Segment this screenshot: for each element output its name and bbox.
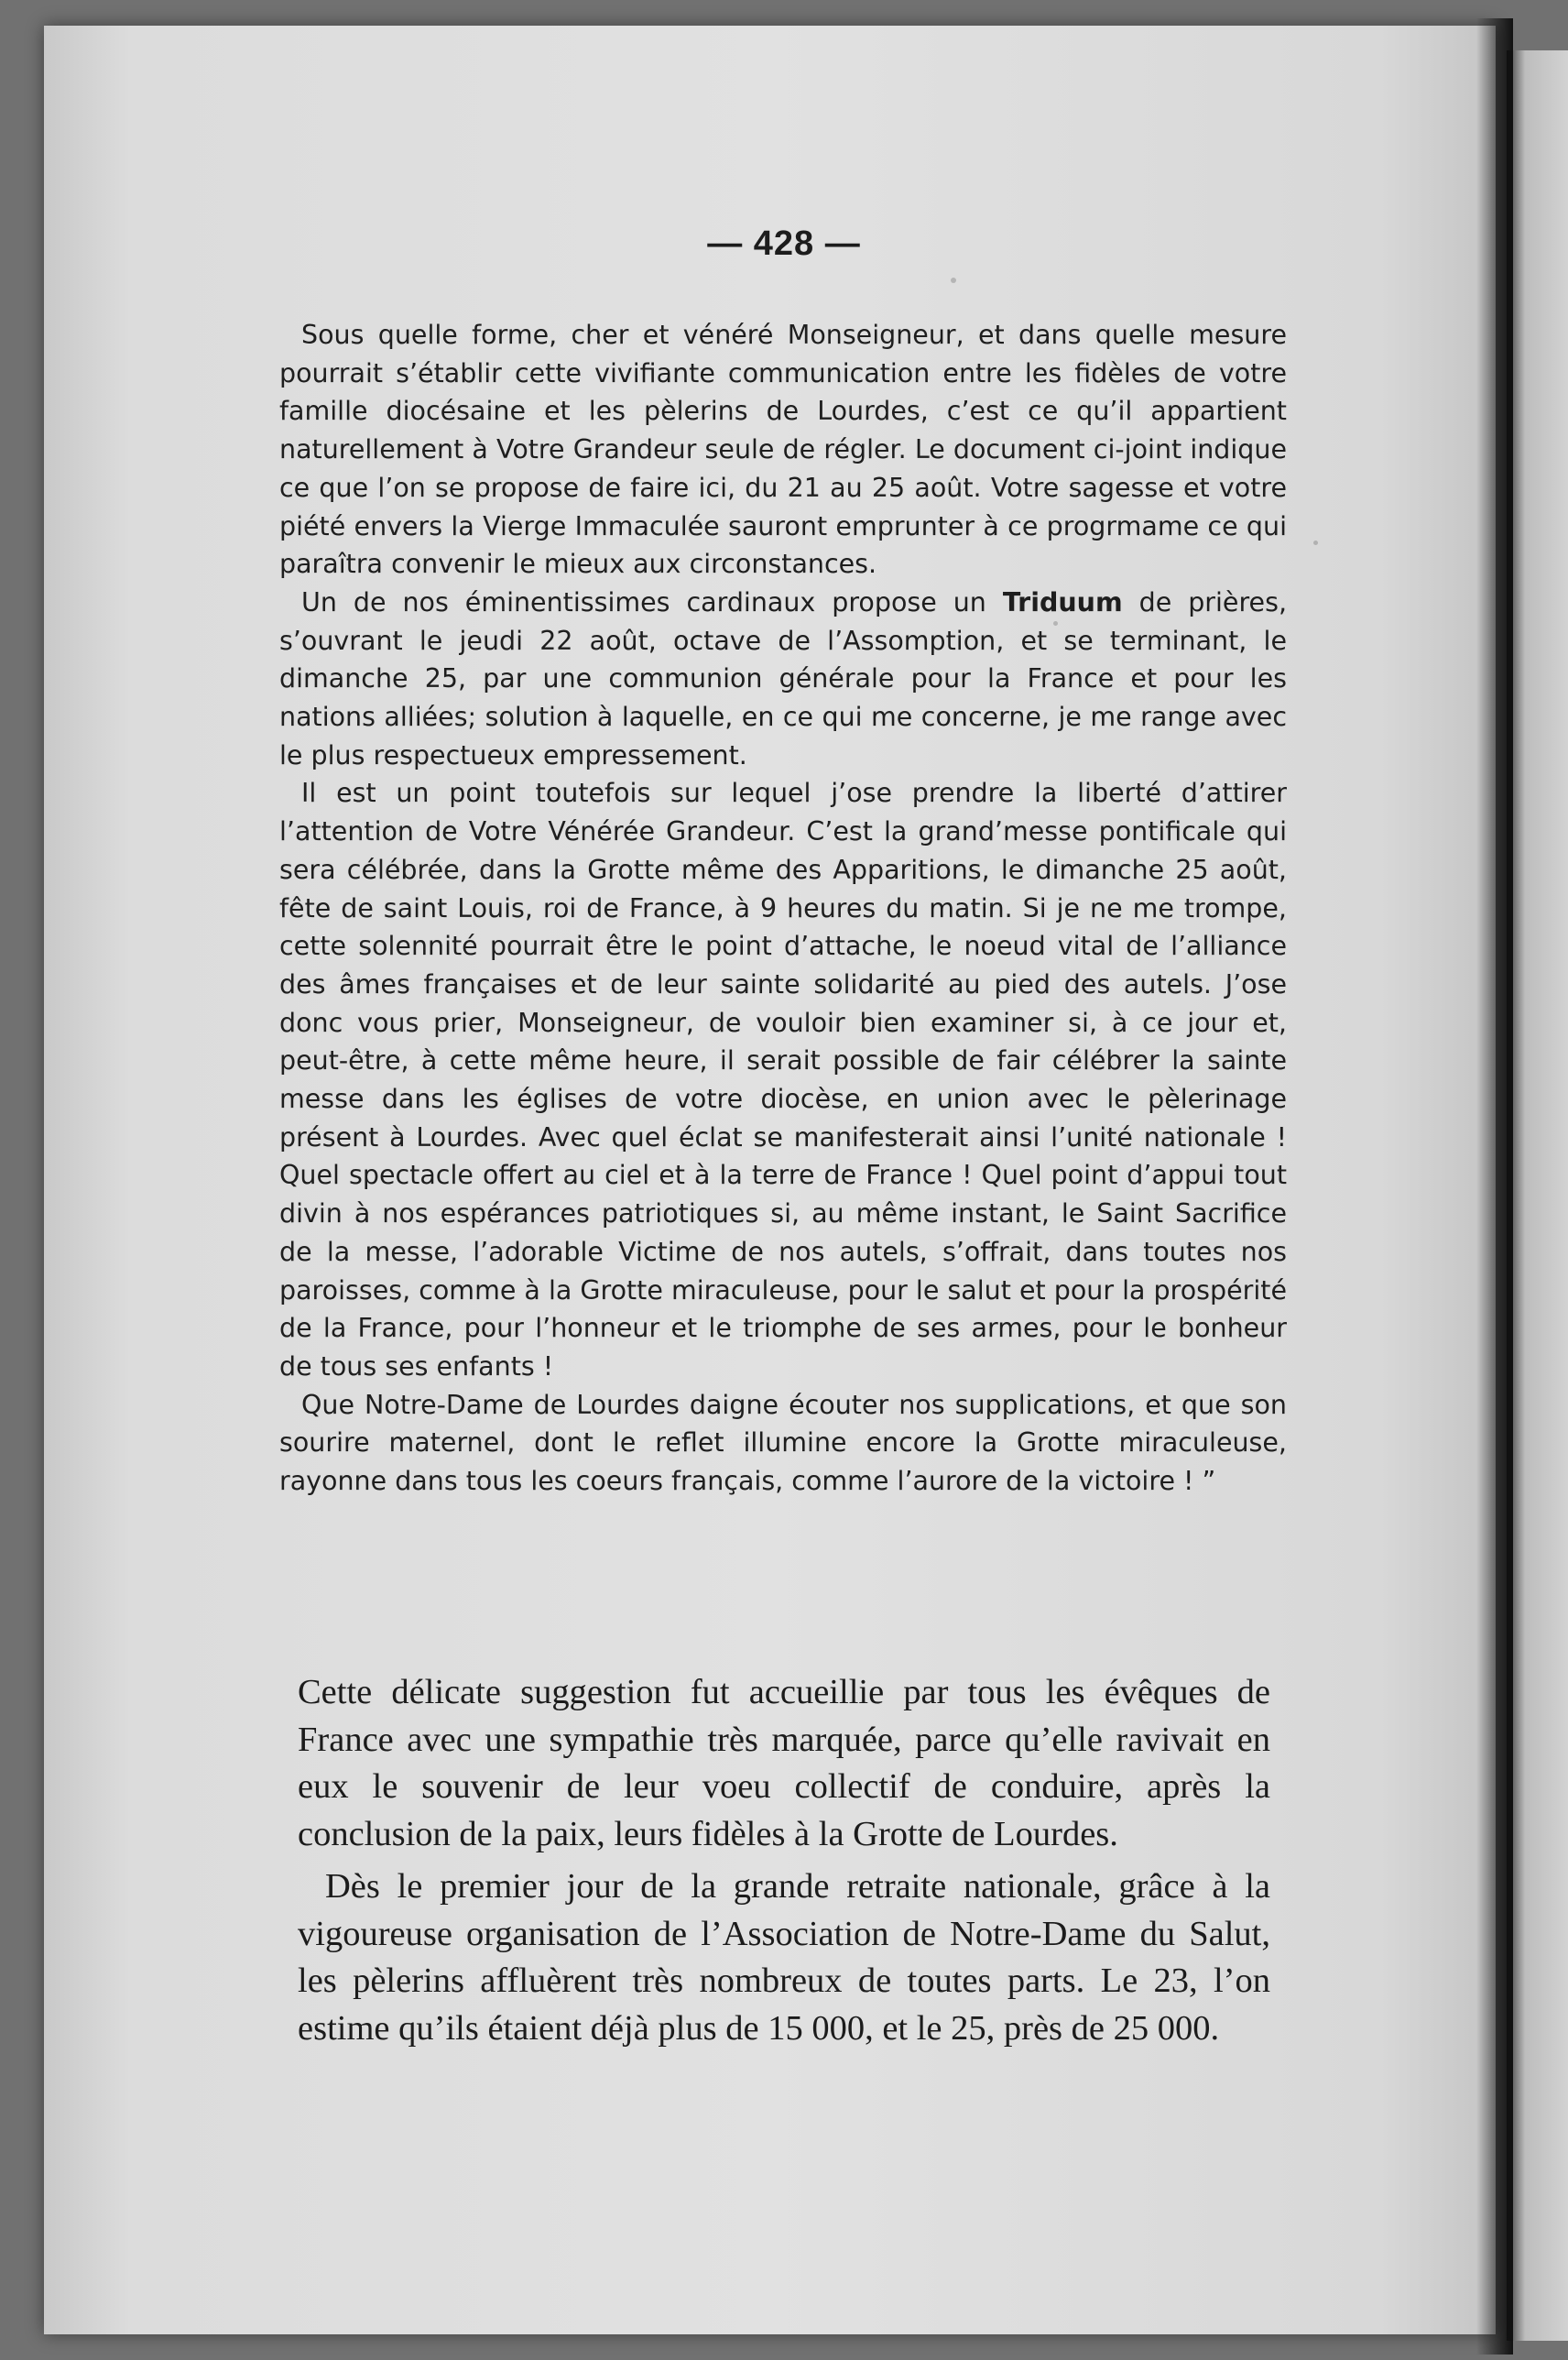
gutter-shadow (1476, 18, 1513, 2355)
narrative-text (298, 1669, 1270, 2052)
narrative-paragraph-2: Dès le premier jour de la grande retraite nationale, grâce à la vigoureuse organisation de l’Association de Notre-Dame du Salut, les pèlerins affluèrent très nombreux de toutes parts. Le 23, l’on estime qu’ils étaient déjà plus de 15 000, et le 25, près de 25 000. (298, 1867, 1270, 2048)
letter-paragraph-3: Il est un point toutefois sur lequel j’ose prendre la liberté d’attirer l’attention de Votre Vénérée Grandeur. C’est la grand’messe pontificale qui sera célébrée, dans la Grotte même des Apparitions, le dimanche 25 août, fête de saint Louis, roi de France, à 9 heures du matin. Si je ne me trompe, cette solennité pourrait être le point d’attache, le noeud vital de l’alliance des âmes françaises et de leur sainte solidarité au pied des autels. J’ose donc vous prier, Monseigneur, de vouloir bien examiner si, à ce jour et, peut-être, à cette même heure, il serait possible de fair célébrer la sainte messe dans les églises de votre diocèse, en union avec le pèlerinage présent à Lourdes. Avec quel éclat se manifesterait ainsi l’unité nationale ! Quel spectacle offert au ciel et à la terre de France ! Quel point d’appui tout divin à nos espérances patriotiques si, au même instant, le Saint Sacrifice de la messe, l’adorable Victime de nos autels, s’offrait, dans toutes nos paroisses, comme à la Grotte miraculeuse, pour le salut et pour la prospérité de la France, pour l’honneur et le triomphe de ses armes, pour le bonheur de tous ses enfants ! (279, 778, 1287, 1382)
letter-paragraph-4: Que Notre-Dame de Lourdes daigne écouter nos supplications, et que son sourire maternel, dont le reflet illumine encore la Grotte miraculeuse, rayonne dans tous les coeurs français, comme l’aurore de la victoire ! ” (279, 1389, 1287, 1497)
ink-speck (1313, 541, 1318, 545)
triduum-term: Triduum (1002, 586, 1123, 617)
quoted-letter (279, 316, 1287, 1501)
letter-paragraph-2-end: de prières, s’ouvrant le jeudi 22 août, octave de l’Assomption, et se terminant, le dimanche 25, par une communion générale pour la France et pour les nations alliées; solution à laquelle, en ce qui me concerne, je me range avec le plus respectueux empressement. (279, 586, 1287, 770)
letter-paragraph-1: Sous quelle forme, cher et vénéré Monseigneur, et dans quelle mesure pourrait s’établir cette vivifiante communication entre les fidèles de votre famille diocésaine et les pèlerins de Lourdes, c’est ce qu’il appartient naturellement à Votre Grandeur seule de régler. Le document ci-joint indique ce que l’on se propose de faire ici, du 21 au 25 août. Votre sagesse et votre piété envers la Vierge Immaculée sauront emprunter à ce progrmame ce qui paraîtra convenir le mieux aux circonstances. (279, 320, 1287, 580)
letter-paragraph-2 (279, 584, 1287, 775)
facing-page-edge (1507, 50, 1568, 2341)
ink-speck (951, 278, 956, 283)
page-number: — 428 — (707, 224, 861, 263)
letter-paragraph-2-start: Un de nos éminentissimes cardinaux propose un (301, 586, 1003, 617)
narrative-paragraph-1: Cette délicate suggestion fut accueillie par tous les évêques de France avec une sympathie très marquée, parce qu’elle ravivait en eux le souvenir de leur voeu collectif de conduire, après la conclusion de la paix, leurs fidèles à la Grotte de Lourdes. (298, 1673, 1270, 1853)
